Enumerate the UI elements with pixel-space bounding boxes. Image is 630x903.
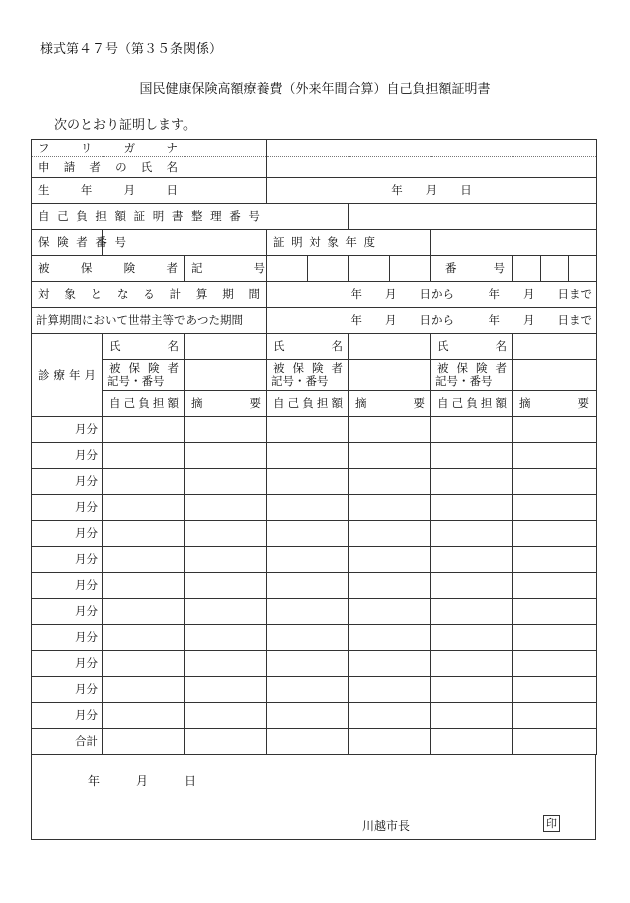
copay-cell[interactable]: [431, 625, 513, 651]
summary-cell[interactable]: [513, 625, 597, 651]
month-label: 月分: [32, 469, 103, 495]
label-char: 険: [476, 361, 488, 375]
summary-cell[interactable]: [185, 469, 267, 495]
copay-cell[interactable]: [103, 703, 185, 729]
copay-cell[interactable]: [103, 443, 185, 469]
intro-text: 次のとおり証明します。: [54, 118, 196, 133]
label-char: 請: [63, 159, 76, 174]
copay-cell[interactable]: [103, 677, 185, 703]
month-label: 月分: [32, 599, 103, 625]
label-char: 診: [38, 367, 50, 382]
summary-cell[interactable]: [185, 703, 267, 729]
label-char: 対: [38, 287, 50, 301]
label-char: 負: [302, 396, 314, 410]
copay-cell[interactable]: [267, 729, 349, 755]
total-row: [32, 729, 597, 755]
label-char: 期: [222, 287, 234, 301]
copay-cell[interactable]: [267, 573, 349, 599]
calc-period-label: [32, 282, 267, 308]
label-char: 担: [480, 396, 493, 410]
label-char: 険: [123, 261, 136, 275]
furigana-label: [32, 140, 267, 157]
label-char: 日: [166, 183, 178, 197]
person1-insured-field[interactable]: [185, 360, 267, 391]
summary-cell[interactable]: [185, 417, 267, 443]
label-char: 被: [38, 261, 50, 275]
calc-period-field[interactable]: 年 月 日から 年 月 日まで: [267, 282, 597, 308]
month-row: [32, 417, 597, 443]
label-char: リ: [80, 140, 93, 155]
summary-cell[interactable]: [185, 677, 267, 703]
applicant-name-label: [32, 157, 267, 178]
month-row: [32, 573, 597, 599]
month-row: [32, 443, 597, 469]
label-char: 号: [248, 209, 260, 223]
label-char: 者: [495, 361, 508, 375]
form-number: 様式第４７号（第３５条関係）: [40, 42, 223, 57]
copay-header-2: [267, 391, 349, 417]
summary-cell[interactable]: [513, 495, 597, 521]
copay-cell[interactable]: [431, 521, 513, 547]
copay-cell[interactable]: [267, 469, 349, 495]
label-char: 保: [128, 361, 140, 375]
label-char: 額: [331, 396, 344, 410]
cert-number-label: [32, 204, 349, 230]
symbol-number-text: 記号・番号: [107, 374, 165, 388]
copay-cell[interactable]: [431, 547, 513, 573]
summary-cell[interactable]: [349, 495, 431, 521]
label-char: 番: [229, 209, 241, 223]
person1-insured-label: [103, 360, 185, 391]
label-char: の: [115, 159, 127, 174]
month-label: 月分: [32, 677, 103, 703]
insurer-number-field[interactable]: [103, 230, 267, 256]
label-char: 己: [57, 209, 69, 223]
symbol-number-text: 記号・番号: [271, 374, 329, 388]
summary-cell[interactable]: [349, 703, 431, 729]
label-char: 負: [138, 396, 150, 410]
person1-name-label: [103, 334, 185, 360]
label-char: 年: [345, 235, 357, 249]
summary-cell[interactable]: [349, 625, 431, 651]
summary-header-3: [513, 391, 597, 417]
summary-cell[interactable]: [349, 729, 431, 755]
label-char: 算: [195, 287, 208, 301]
label-char: 保: [80, 261, 93, 275]
label-char: 険: [312, 361, 324, 375]
certificate-table: [31, 139, 597, 755]
label-char: 氏: [140, 159, 153, 174]
label-char: 担: [152, 396, 165, 410]
month-label: 月分: [32, 417, 103, 443]
birth-date-label: [32, 178, 267, 204]
summary-cell[interactable]: [185, 495, 267, 521]
label-char: 象: [327, 235, 339, 249]
label-char: 額: [167, 396, 179, 410]
cert-number-field[interactable]: [349, 204, 597, 230]
month-label: 月分: [32, 573, 103, 599]
summary-cell[interactable]: [349, 599, 431, 625]
summary-cell[interactable]: [513, 703, 597, 729]
label-char: 氏: [273, 339, 285, 353]
summary-cell[interactable]: [185, 599, 267, 625]
month-label: 月分: [32, 625, 103, 651]
month-row: [32, 625, 597, 651]
label-char: 担: [95, 209, 107, 223]
number-label: [431, 256, 513, 282]
summary-cell[interactable]: [513, 651, 597, 677]
issue-date: [88, 772, 196, 789]
person1-name-field[interactable]: [185, 334, 267, 360]
summary-cell[interactable]: [185, 547, 267, 573]
label-char: 理: [210, 209, 222, 223]
label-char: 号: [493, 261, 506, 275]
label-char: フ: [38, 140, 50, 155]
copay-cell[interactable]: [103, 547, 185, 573]
label-char: 摘: [355, 396, 367, 410]
symbol-boxes[interactable]: [267, 256, 431, 282]
symbol-label: [185, 256, 267, 282]
summary-cell[interactable]: [349, 677, 431, 703]
label-char: 負: [466, 396, 478, 410]
summary-cell[interactable]: [513, 573, 597, 599]
year-char: 年: [88, 774, 101, 788]
summary-header-1: [185, 391, 267, 417]
person3-insured-label: [431, 360, 513, 391]
summary-cell[interactable]: [185, 573, 267, 599]
furigana-field[interactable]: [267, 140, 597, 157]
label-char: 書: [171, 209, 184, 223]
label-char: 者: [331, 361, 344, 375]
copay-cell[interactable]: [267, 599, 349, 625]
label-char: 険: [57, 235, 69, 249]
label-char: 象: [64, 287, 76, 301]
label-char: 度: [363, 235, 375, 249]
symbol-number-text: 記号・番号: [435, 374, 493, 388]
month-label: 月分: [32, 547, 103, 573]
insured-label: [32, 256, 185, 282]
summary-cell[interactable]: [513, 547, 597, 573]
label-char: 要: [413, 396, 426, 410]
label-char: 担: [316, 396, 329, 410]
label-char: 自: [109, 396, 121, 410]
person2-name-field[interactable]: [349, 334, 431, 360]
month-label: 月分: [32, 495, 103, 521]
label-char: 己: [123, 396, 136, 410]
month-row: [32, 469, 597, 495]
label-char: 号: [253, 261, 265, 275]
copay-cell[interactable]: [267, 677, 349, 703]
label-char: 計: [169, 287, 182, 301]
applicant-name-field[interactable]: [267, 157, 597, 178]
number-boxes[interactable]: [513, 256, 597, 282]
summary-cell[interactable]: [513, 521, 597, 547]
copay-cell[interactable]: [103, 521, 185, 547]
label-char: と: [90, 287, 103, 301]
summary-cell[interactable]: [349, 469, 431, 495]
copay-cell[interactable]: [431, 651, 513, 677]
month-label: 月分: [32, 651, 103, 677]
label-char: 名: [495, 339, 508, 353]
summary-cell[interactable]: [349, 547, 431, 573]
summary-cell[interactable]: [349, 651, 431, 677]
mayor-label: 川越市長: [362, 819, 411, 833]
label-char: 者: [89, 159, 101, 174]
label-char: 被: [437, 361, 449, 375]
label-char: る: [143, 287, 155, 301]
summary-cell[interactable]: [349, 573, 431, 599]
label-char: 名: [167, 339, 179, 353]
cert-year-field[interactable]: [431, 230, 597, 256]
month-label: 月分: [32, 703, 103, 729]
summary-cell[interactable]: [513, 677, 597, 703]
person3-insured-field[interactable]: [513, 360, 597, 391]
label-char: 明: [291, 235, 303, 249]
person2-insured-field[interactable]: [349, 360, 431, 391]
month-row: [32, 495, 597, 521]
month-row: [32, 677, 597, 703]
label-char: 保: [456, 361, 469, 375]
copay-cell[interactable]: [103, 651, 185, 677]
label-char: ガ: [123, 140, 136, 155]
household-period-field[interactable]: 年 月 日から 年 月 日まで: [267, 308, 597, 334]
copay-cell[interactable]: [431, 469, 513, 495]
label-char: 保: [292, 361, 305, 375]
label-char: 生: [38, 183, 50, 197]
summary-header-2: [349, 391, 431, 417]
copay-cell[interactable]: [267, 547, 349, 573]
cert-year-label: [267, 230, 431, 256]
label-char: 要: [249, 396, 261, 410]
copay-cell[interactable]: [431, 677, 513, 703]
month-label: 月分: [32, 443, 103, 469]
insurer-number-label: [32, 230, 126, 256]
label-char: 者: [76, 235, 88, 249]
household-period-label: 計算期間において世帯主等であつた期間: [32, 308, 267, 334]
label-char: 己: [451, 396, 464, 410]
month-row: [32, 599, 597, 625]
label-char: 額: [495, 396, 508, 410]
day-char: 日: [184, 774, 197, 788]
summary-cell[interactable]: [185, 443, 267, 469]
label-char: 要: [577, 396, 590, 410]
label-char: 証: [273, 235, 285, 249]
summary-cell[interactable]: [349, 521, 431, 547]
label-char: 番: [95, 235, 107, 249]
label-char: 被: [273, 361, 285, 375]
summary-cell[interactable]: [513, 599, 597, 625]
summary-cell[interactable]: [185, 729, 267, 755]
label-char: 療: [53, 367, 65, 382]
copay-cell[interactable]: [103, 729, 185, 755]
label-char: な: [116, 287, 129, 301]
label-char: 整: [191, 209, 203, 223]
summary-cell[interactable]: [349, 417, 431, 443]
label-char: 保: [38, 235, 50, 249]
month-row: [32, 521, 597, 547]
copay-cell[interactable]: [431, 443, 513, 469]
seal-mark: 印: [543, 815, 560, 832]
person2-name-label: [267, 334, 349, 360]
label-char: 記: [191, 261, 203, 275]
label-char: 年: [69, 367, 81, 382]
label-char: 負: [76, 209, 88, 223]
copay-cell[interactable]: [431, 703, 513, 729]
month-char: 月: [136, 774, 149, 788]
label-char: 摘: [519, 396, 531, 410]
month-row: [32, 547, 597, 573]
label-char: 証: [133, 209, 146, 223]
label-char: 号: [114, 235, 126, 249]
summary-cell[interactable]: [513, 417, 597, 443]
label-char: 氏: [437, 339, 449, 353]
copay-cell[interactable]: [103, 599, 185, 625]
label-char: 月: [84, 367, 96, 382]
month-row: [32, 651, 597, 677]
label-char: 名: [166, 159, 178, 174]
copay-cell[interactable]: [103, 495, 185, 521]
copay-cell[interactable]: [431, 417, 513, 443]
total-label: 合計: [32, 729, 103, 755]
label-char: ナ: [166, 140, 178, 155]
copay-cell[interactable]: [431, 599, 513, 625]
person2-insured-label: [267, 360, 349, 391]
label-char: 険: [148, 361, 160, 375]
copay-cell[interactable]: [267, 651, 349, 677]
label-char: 氏: [109, 339, 121, 353]
month-label: 月分: [32, 521, 103, 547]
person3-name-label: [431, 334, 513, 360]
copay-cell[interactable]: [267, 703, 349, 729]
summary-cell[interactable]: [513, 729, 597, 755]
label-char: 者: [167, 361, 179, 375]
label-char: 摘: [191, 396, 203, 410]
label-char: 申: [38, 159, 50, 174]
person3-name-field[interactable]: [513, 334, 597, 360]
footer-box: [31, 755, 596, 840]
label-char: 名: [331, 339, 344, 353]
copay-cell[interactable]: [267, 495, 349, 521]
label-char: 額: [114, 209, 126, 223]
copay-cell[interactable]: [267, 521, 349, 547]
summary-cell[interactable]: [349, 443, 431, 469]
copay-cell[interactable]: [431, 573, 513, 599]
summary-cell[interactable]: [513, 443, 597, 469]
summary-cell[interactable]: [185, 521, 267, 547]
label-char: 間: [248, 287, 260, 301]
document-title: 国民健康保険高額療養費（外来年間合算）自己負担額証明書: [139, 82, 491, 97]
summary-cell[interactable]: [185, 625, 267, 651]
birth-date-field[interactable]: 年 月 日: [267, 178, 597, 204]
copay-cell[interactable]: [267, 443, 349, 469]
summary-cell[interactable]: [185, 651, 267, 677]
label-char: 対: [309, 235, 321, 249]
copay-cell[interactable]: [267, 625, 349, 651]
copay-cell[interactable]: [103, 469, 185, 495]
copay-header-1: [103, 391, 185, 417]
copay-cell[interactable]: [431, 729, 513, 755]
label-char: 自: [437, 396, 449, 410]
label-char: 己: [287, 396, 300, 410]
copay-header-3: [431, 391, 513, 417]
copay-cell[interactable]: [431, 495, 513, 521]
label-char: 者: [166, 261, 178, 275]
month-row: [32, 703, 597, 729]
label-char: 被: [109, 361, 121, 375]
copay-cell[interactable]: [103, 417, 185, 443]
copay-cell[interactable]: [103, 625, 185, 651]
copay-cell[interactable]: [103, 573, 185, 599]
label-char: 年: [80, 183, 93, 197]
treatment-month-label: [32, 334, 103, 417]
label-char: 自: [38, 209, 50, 223]
label-char: 自: [273, 396, 285, 410]
label-char: 明: [152, 209, 165, 223]
copay-cell[interactable]: [267, 417, 349, 443]
summary-cell[interactable]: [513, 469, 597, 495]
label-char: 月: [123, 183, 136, 197]
label-char: 番: [445, 261, 457, 275]
